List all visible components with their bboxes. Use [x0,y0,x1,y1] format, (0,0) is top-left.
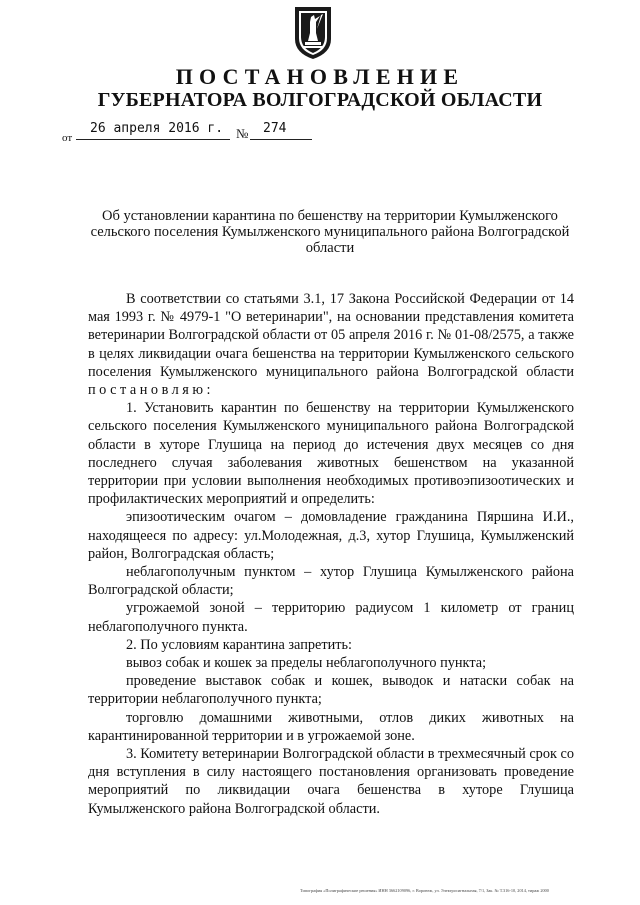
preamble-text: В соответствии со статьями 3.1, 17 Закона Российской Федерации от 14 мая 1993 г. № 4979-1 "О ветеринарии", на основании представления комитета ветеринарии Волгоградской области от 05 апреля 2016 г. № 01-08/2575, а также в целях ликвидации очага бешенства на территории Кумылженского сельского поселения Кумылженского муниципального района Волгоградской области [88,291,574,380]
date-underline [76,139,230,140]
number-label: № [236,126,249,141]
preamble-paragraph [88,290,574,399]
clause-3: 3. Комитету ветеринарии Волгоградской области в трехмесячный срок со дня вступления в силу настоящего постановления организовать проведение мероприятий по ликвидации очага бешенства в хуторе Глушица Кумылженского района Волгоградской области. [88,746,574,817]
registration-line [0,118,640,148]
date-label: от [62,132,73,144]
clause-1-threatened-zone: угрожаемой зоной – территорию радиусом 1 километр от границ неблагополучного пункта. [88,600,574,635]
date-value: 26 апреля 2016 г. [90,121,224,136]
document-body [88,290,574,818]
clause-1-unfavorable-point: неблагополучным пунктом – хутор Глушица Кумылженского района Волгоградской области; [88,564,574,599]
clause-2-export-ban: вывоз собак и кошек за пределы неблагополучного пункта; [126,655,487,672]
decree-word: постановляю: [88,382,214,399]
document-type-heading: ПОСТАНОВЛЕНИЕ [175,64,465,89]
clause-2-trade-ban: торговлю домашними животными, отлов диких животных на карантинированной территории и в угрожаемой зоне. [88,709,574,744]
clause-1: 1. Установить карантин по бешенству на территории Кумылженского сельского поселения Кумылженского муниципального района Волгоградской области в хуторе Глушица на период до истечения двух месяцев со дня последнего случая заболевания животных бешенством на указанной территории при условии выполнения необходимых противоэпизоотических и профилактических мероприятий и определить: [88,400,574,508]
number-value: 274 [263,121,287,136]
number-underline [250,139,312,140]
clause-2: 2. По условиям карантина запретить: [126,636,352,653]
document-title: Об установлении карантина по бешенству на территории Кумылженского сельского поселения Кумылженского муниципального района Волгоградской области [90,208,570,256]
printer-imprint: Типография «Полиграфические решения» ИНН 3662109096, г. Воронеж, ул. Электросигнальная, 7/1, Зак. № Т.316-10, 2014, тираж 2000 [300,888,549,893]
clause-2-exhibition-ban: проведение выставок собак и кошек, выводок и натаски собак на территории неблагополучного пункта; [88,673,574,708]
clause-1-focus: эпизоотическим очагом – домовладение гражданина Пяршина И.И., находящееся по адресу: ул.Молодежная, д.3, хутор Глушица, Кумылженский район, Волгоградская область; [88,509,574,562]
issuer-heading: ГУБЕРНАТОРА ВОЛГОГРАДСКОЙ ОБЛАСТИ [97,89,543,111]
volgograd-coat-of-arms-icon [293,5,333,61]
